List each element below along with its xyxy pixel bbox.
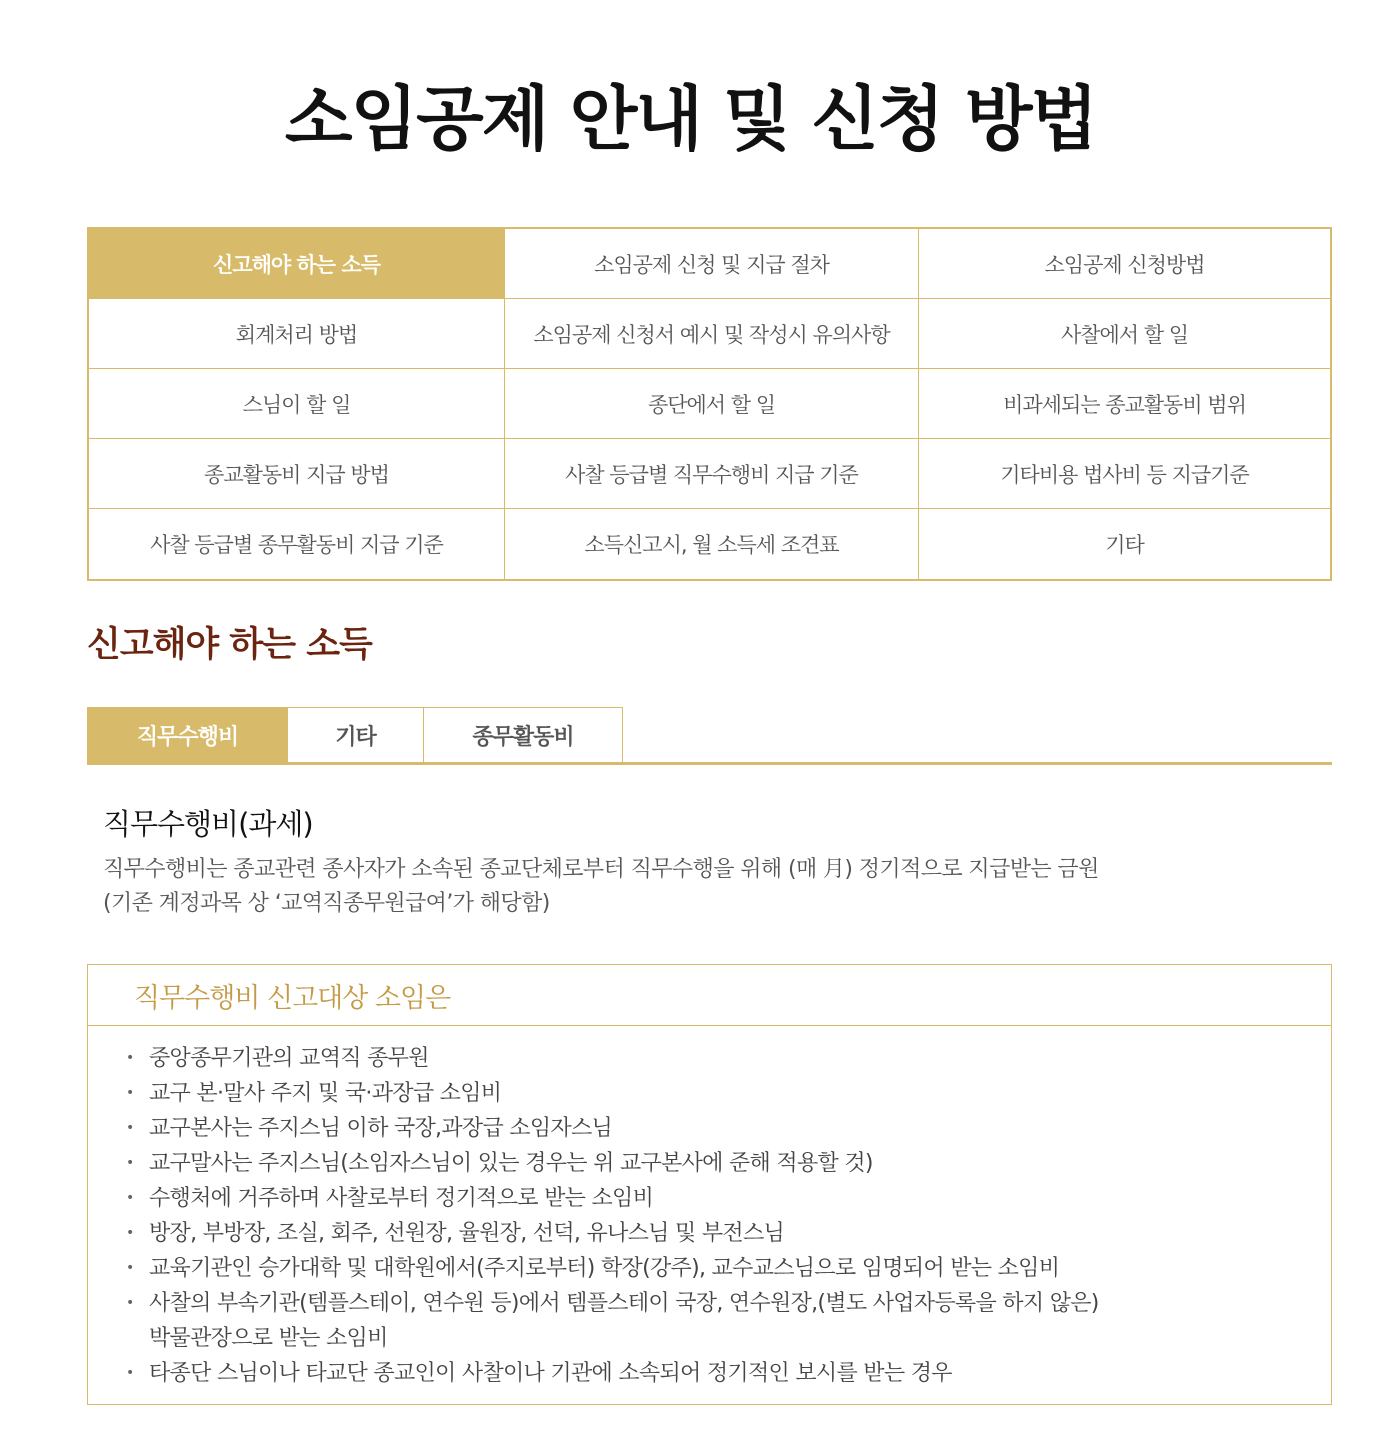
list-item-text: • 교구본사는 주지스님 이하 국장,과장급 소임자스님 — [149, 1116, 613, 1141]
list-item-text: • 교구 본·말사 주지 및 국·과장급 소임비 — [149, 1081, 502, 1106]
menu-item[interactable]: 기타 — [1105, 533, 1144, 557]
menu-item[interactable]: 사찰 등급별 직무수행비 지급 기준 — [505, 439, 919, 509]
list-item — [88, 1356, 1331, 1391]
list-item — [88, 1216, 1331, 1251]
target-box — [87, 964, 1332, 1405]
tab-job-performance[interactable]: 직무수행비 — [87, 707, 288, 762]
menu-item[interactable]: 소임공제 신청방법 — [919, 229, 1330, 299]
description-line: 직무수행비는 종교관련 종사자가 소속된 종교단체로부터 직무수행을 위해 (매 月) 정기적으로 지급받는 금원 — [103, 857, 1099, 882]
list-item — [88, 1251, 1331, 1286]
menu-item[interactable]: 종단에서 할 일 — [505, 369, 919, 439]
income-tab-bar — [87, 707, 1332, 765]
tab-administrative-activity[interactable]: 종무활동비 — [423, 707, 623, 762]
menu-item[interactable]: 비과세되는 종교활동비 범위 — [919, 369, 1330, 439]
menu-item[interactable]: 스님이 할 일 — [89, 369, 505, 439]
target-list — [88, 1026, 1331, 1391]
menu-item[interactable]: 기타비용 법사비 등 지급기준 — [919, 439, 1330, 509]
menu-item[interactable]: 사찰 등급별 종무활동비 지급 기준 — [89, 509, 505, 579]
list-item — [88, 1111, 1331, 1146]
sub-heading: 직무수행비(과세) — [103, 807, 313, 841]
page-title: 소임공제 안내 및 신청 방법 — [284, 78, 1097, 160]
list-item — [88, 1146, 1331, 1181]
list-item — [88, 1181, 1331, 1216]
menu-item[interactable]: 소득신고시, 월 소득세 조견표 — [505, 509, 919, 579]
section-heading: 신고해야 하는 소득 — [87, 625, 372, 665]
tab-other[interactable]: 기타 — [287, 707, 424, 762]
menu-item[interactable]: 소임공제 신청 및 지급 절차 — [505, 229, 919, 299]
list-item-text: • 사찰의 부속기관(템플스테이, 연수원 등)에서 템플스테이 국장, 연수원장,(별도 사업자등록을 하지 않은) — [149, 1291, 1099, 1316]
list-item-text: 박물관장으로 받는 소임비 — [149, 1326, 388, 1351]
description-line: (기존 계정과목 상 ‘교역직종무원급여’가 해당함) — [103, 891, 550, 916]
menu-item[interactable]: 회계처리 방법 — [89, 299, 505, 369]
topic-menu-grid — [87, 227, 1332, 581]
menu-item[interactable]: 신고해야 하는 소득 — [89, 229, 505, 299]
list-item-text: • 교구말사는 주지스님(소임자스님이 있는 경우는 위 교구본사에 준해 적용할 것) — [149, 1151, 873, 1176]
description — [103, 853, 1323, 921]
list-item-text: • 중앙종무기관의 교역직 종무원 — [149, 1046, 429, 1071]
list-item-text: • 방장, 부방장, 조실, 회주, 선원장, 율원장, 선덕, 유나스님 및 부전스님 — [149, 1221, 785, 1246]
list-item-text: • 교육기관인 승가대학 및 대학원에서(주지로부터) 학장(강주), 교수교스님으로 임명되어 받는 소임비 — [149, 1256, 1060, 1281]
list-item — [88, 1286, 1331, 1356]
list-item-text: • 수행처에 거주하며 사찰로부터 정기적으로 받는 소임비 — [149, 1186, 654, 1211]
menu-item[interactable]: 종교활동비 지급 방법 — [89, 439, 505, 509]
list-item — [88, 1076, 1331, 1111]
menu-item[interactable]: 소임공제 신청서 예시 및 작성시 유의사항 — [505, 299, 919, 369]
target-box-title: 직무수행비 신고대상 소임은 — [88, 965, 1331, 1026]
menu-item[interactable]: 사찰에서 할 일 — [919, 299, 1330, 369]
list-item — [88, 1041, 1331, 1076]
list-item-text: • 타종단 스님이나 타교단 종교인이 사찰이나 기관에 소속되어 정기적인 보시를 받는 경우 — [149, 1361, 952, 1386]
